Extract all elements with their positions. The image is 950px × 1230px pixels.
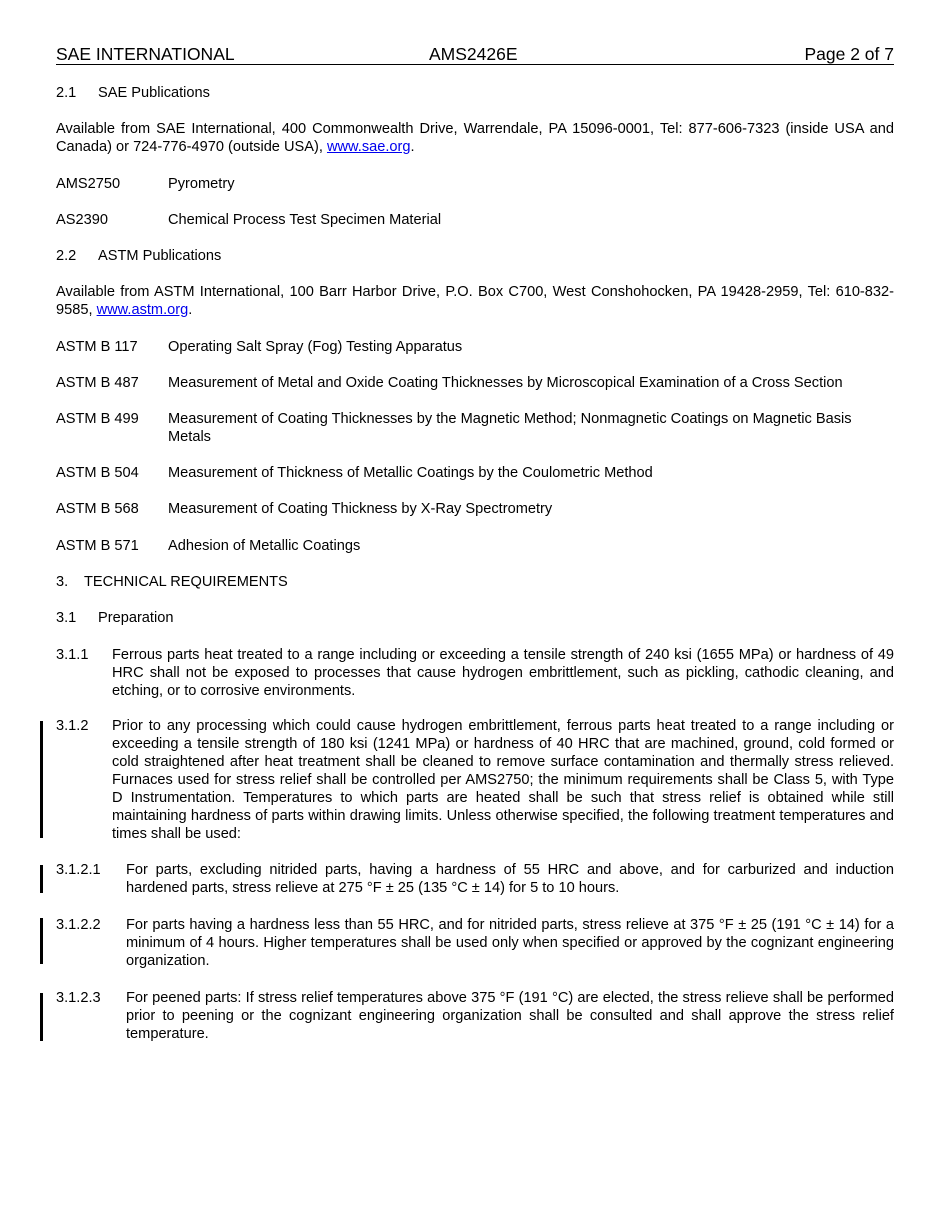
reference-code: ASTM B 487 <box>56 375 139 391</box>
reference-code: ASTM B 499 <box>56 411 139 427</box>
section-number: 3.1 <box>56 610 77 626</box>
section-title: ASTM Publications <box>98 248 222 264</box>
astm-availability-text: Available from ASTM International, 100 Barr Harbor Drive, P.O. Box C700, West Conshohocken, PA 19428-2959, Tel: 610-832-9585, www.astm.org. <box>56 284 894 318</box>
reference-row <box>56 175 894 193</box>
reference-title: Measurement of Coating Thicknesses by the Magnetic Method; Nonmagnetic Coatings on Magnetic Basis Metals <box>168 411 852 445</box>
paragraph-3-1-2 <box>56 717 894 843</box>
reference-title: Operating Salt Spray (Fog) Testing Apparatus <box>168 339 463 355</box>
paragraph-text: Prior to any processing which could cause hydrogen embrittlement, ferrous parts heat treated to a range including or exceeding a tensile strength of 180 ksi (1241 MPa) or hardness of 40 HRC that are machined, ground, cold formed or cold straightened after heat treatment shall be cleaned to remove surface contamination and thermally stress relieved. Furnaces used for stress relief shall be controlled per AMS2750; the minimum requirements shall be Class 5, with Type D Instrumentation. Temperatures to which parts are heated shall be such that stress relief is obtained while still maintaining hardness of parts within drawing limits. Unless otherwise specified, the following treatment temperatures and times shall be used: <box>112 718 894 842</box>
availability-sentence: Available from ASTM International, 100 Barr Harbor Drive, P.O. Box C700, West Conshohocken, PA 19428-2959, Tel: 610-832-9585, <box>56 284 894 318</box>
header-doc-number: AMS2426E <box>429 44 518 64</box>
paragraph-number: 3.1.1 <box>56 647 89 663</box>
section-title: Preparation <box>98 610 174 626</box>
paragraph-number: 3.1.2 <box>56 718 89 734</box>
paragraph-number: 3.1.2.3 <box>56 990 101 1006</box>
paragraph-text: For parts, excluding nitrided parts, having a hardness of 55 HRC and above, and for carburized and induction hardened parts, stress relieve at 275 °F ± 25 (135 °C ± 14) for 5 to 10 hours. <box>126 862 894 896</box>
section-2-1-heading <box>56 84 894 102</box>
header-org: SAE INTERNATIONAL <box>56 44 235 64</box>
section-number: 2.2 <box>56 248 77 264</box>
revision-bar <box>40 918 43 964</box>
paragraph-number: 3.1.2.2 <box>56 917 101 933</box>
revision-bar <box>40 865 43 893</box>
paragraph-text: Ferrous parts heat treated to a range including or exceeding a tensile strength of 240 ksi (1655 MPa) or hardness of 49 HRC shall not be exposed to processes that cause hydrogen embrittlement, such as pickling, cathodic cleaning, and etching, or to corrosive environments. <box>112 647 894 699</box>
paragraph-3-1-1 <box>56 646 894 700</box>
section-3-heading <box>56 573 894 591</box>
reference-row <box>56 537 894 555</box>
revision-bar <box>40 993 43 1041</box>
sae-availability-text: Available from SAE International, 400 Commonwealth Drive, Warrendale, PA 15096-0001, Tel: 877-606-7323 (inside USA and Canada) or 724-776-4970 (outside USA), www.sae.org. <box>56 121 894 155</box>
reference-row <box>56 374 894 392</box>
section-3-1-heading <box>56 609 894 627</box>
availability-sentence: Available from SAE International, 400 Commonwealth Drive, Warrendale, PA 15096-0001, Tel: 877-606-7323 (inside USA and Canada) or 724-776-4970 (outside USA), <box>56 121 894 155</box>
reference-code: AMS2750 <box>56 176 121 192</box>
section-number: 3. <box>56 574 69 590</box>
reference-row <box>56 211 894 229</box>
section-2-2-heading <box>56 247 894 265</box>
reference-title: Measurement of Thickness of Metallic Coatings by the Coulometric Method <box>168 465 653 481</box>
reference-title: Chemical Process Test Specimen Material <box>168 212 442 228</box>
reference-row <box>56 338 894 356</box>
astm-website-link[interactable]: www.astm.org <box>96 302 189 318</box>
reference-title: Pyrometry <box>168 176 235 192</box>
paragraph-number: 3.1.2.1 <box>56 862 101 878</box>
reference-code: ASTM B 568 <box>56 501 139 517</box>
revision-bar <box>40 721 43 838</box>
section-title: TECHNICAL REQUIREMENTS <box>84 574 288 590</box>
reference-code: ASTM B 571 <box>56 538 139 554</box>
paragraph-text: For parts having a hardness less than 55 HRC, and for nitrided parts, stress relieve at 375 °F ± 25 (191 °C ± 14) for a minimum of 4 hours. Higher temperatures shall be used only when specified or approved by the cognizant engineering organization. <box>126 917 894 969</box>
paragraph-3-1-2-1 <box>56 861 894 897</box>
section-title: SAE Publications <box>98 85 210 101</box>
page-header <box>56 44 894 65</box>
reference-code: AS2390 <box>56 212 108 228</box>
paragraph-3-1-2-3 <box>56 989 894 1043</box>
reference-row <box>56 410 894 446</box>
reference-row <box>56 500 894 518</box>
paragraph-text: For peened parts: If stress relief temperatures above 375 °F (191 °C) are elected, the stress relieve shall be performed prior to peening or the cognizant engineering organization shall be consulted and shall approve the stress relief temperature. <box>126 990 894 1042</box>
reference-code: ASTM B 117 <box>56 339 138 355</box>
header-page-number: Page 2 of 7 <box>804 44 894 64</box>
paragraph-3-1-2-2 <box>56 916 894 970</box>
sae-website-link[interactable]: www.sae.org <box>326 139 411 155</box>
reference-title: Measurement of Coating Thickness by X-Ray Spectrometry <box>168 501 553 517</box>
reference-title: Adhesion of Metallic Coatings <box>168 538 361 554</box>
section-number: 2.1 <box>56 85 77 101</box>
reference-code: ASTM B 504 <box>56 465 139 481</box>
reference-row <box>56 464 894 482</box>
reference-title: Measurement of Metal and Oxide Coating Thicknesses by Microscopical Examination of a Cross Section <box>168 375 843 391</box>
